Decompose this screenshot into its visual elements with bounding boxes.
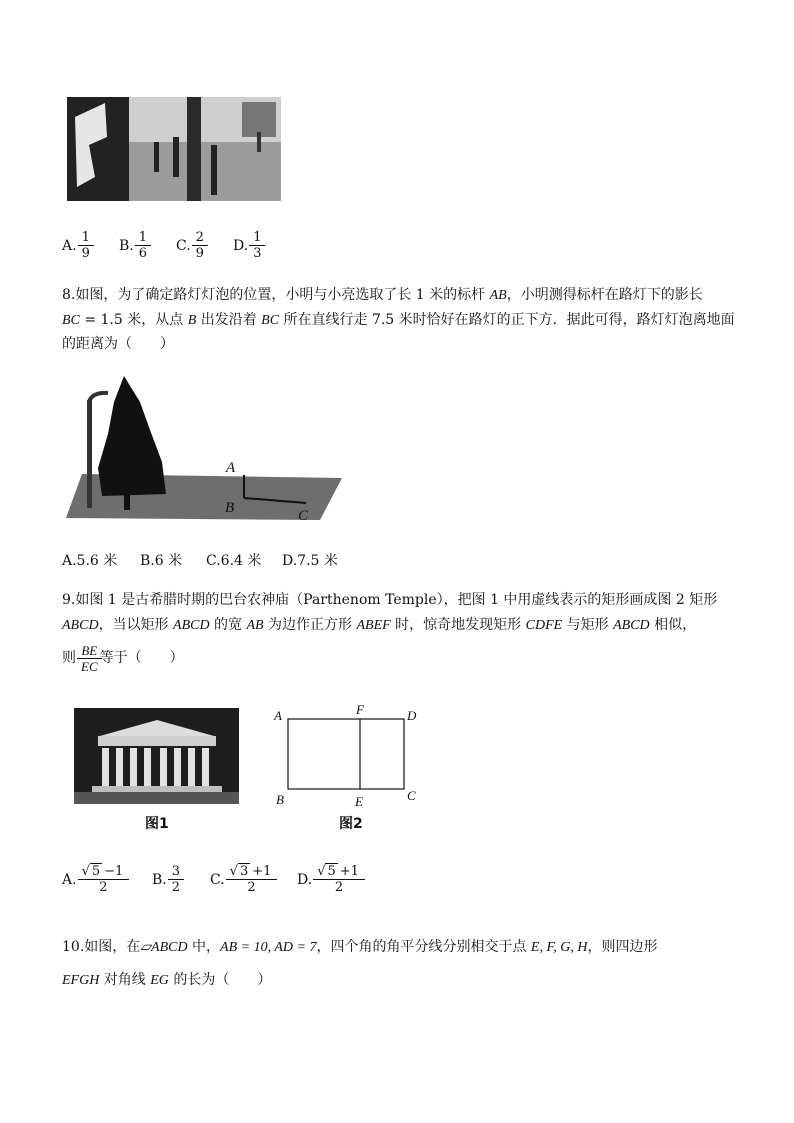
q8-option-a[interactable]: A.5.6 米: [62, 553, 118, 569]
q7-option-c[interactable]: [176, 230, 206, 261]
q8-option-d[interactable]: D.7.5 米: [282, 553, 338, 569]
q9-line-2: ABCD，当以矩形 ABCD 的宽 AB 为边作正方形 ABEF 时，惊奇地发现矩形 CDFE 与矩形 ABCD 相似，: [62, 617, 697, 633]
fraction-be-ec: $\frac{BE}{EC}$: [79, 643, 100, 674]
q9-option-c[interactable]: [210, 864, 275, 895]
q7-option-a[interactable]: [62, 230, 92, 261]
label-f: F: [356, 702, 364, 717]
q7-option-d[interactable]: [233, 230, 263, 261]
q8-line-1: 8.如图，为了确定路灯灯泡的位置，小明与小亮选取了长 1 米的标杆 AB，小明测得标杆在路灯下的影长: [62, 287, 703, 303]
q9-option-b[interactable]: [152, 864, 182, 895]
rectangle-figure: [270, 702, 420, 810]
q9-option-d[interactable]: [297, 864, 363, 895]
q10-line-2: EFGH 对角线 EG 的长为（ ）: [62, 972, 272, 988]
q8-option-b[interactable]: B.6 米: [140, 553, 183, 569]
option-fraction: $\frac{√ 5 +1}{2}$: [315, 864, 363, 895]
street-photo: [67, 97, 281, 201]
fig2-caption: 图2: [339, 816, 363, 832]
parthenon-photo: [74, 708, 239, 804]
label-c: C: [407, 788, 416, 803]
option-fraction: $\frac{√ 5 -1}{2}$: [80, 864, 128, 895]
option-letter: C.: [176, 237, 191, 254]
option-letter: B.: [119, 237, 134, 254]
q9-line-3: 则 $\frac{BE}{EC}$ 等于（ ）: [62, 642, 184, 674]
option-letter: D.: [297, 871, 313, 888]
option-fraction: $\frac{√ 3 +1}{2}$: [228, 864, 276, 895]
q9-option-a[interactable]: [62, 864, 127, 895]
option-fraction: $\frac{1}{9}$: [80, 230, 92, 261]
option-letter: A.: [62, 237, 77, 254]
label-c: C: [298, 508, 309, 522]
option-letter: B.: [152, 871, 167, 888]
label-d: D: [407, 708, 417, 723]
label-e: E: [355, 794, 363, 809]
label-b: B: [276, 792, 284, 807]
option-letter: C.: [210, 871, 225, 888]
label-a: A: [226, 460, 236, 476]
q10-line-1: 10.如图，在▱ABCD 中，AB = 10, AD = 7，四个角的角平分线分别相交于点 E, F, G, H，则四边形: [62, 939, 658, 955]
option-fraction: $\frac{1}{6}$: [137, 230, 149, 261]
q9-line-1: 9.如图 1 是古希腊时期的巴台农神庙（Parthenom Temple），把图 1 中用虚线表示的矩形画成图 2 矩形: [62, 592, 718, 608]
option-letter: D.: [233, 237, 249, 254]
q8-option-c[interactable]: C.6.4 米: [206, 553, 262, 569]
option-fraction: $\frac{1}{3}$: [251, 230, 263, 261]
option-letter: A.: [62, 871, 77, 888]
q8-line-3: 的距离为（ ）: [62, 336, 174, 352]
fig1-caption: 图1: [145, 816, 169, 832]
option-fraction: $\frac{3}{2}$: [170, 864, 182, 895]
label-a: A: [274, 708, 282, 723]
q8-line-2: BC = 1.5 米，从点 B 出发沿着 BC 所在直线行走 7.5 米时恰好在路灯的正下方．据此可得，路灯灯泡离地面: [62, 312, 735, 328]
streetlight-figure: [62, 372, 344, 522]
q7-option-b[interactable]: [119, 230, 149, 261]
option-fraction: $\frac{2}{9}$: [194, 230, 206, 261]
label-b: B: [225, 500, 235, 516]
